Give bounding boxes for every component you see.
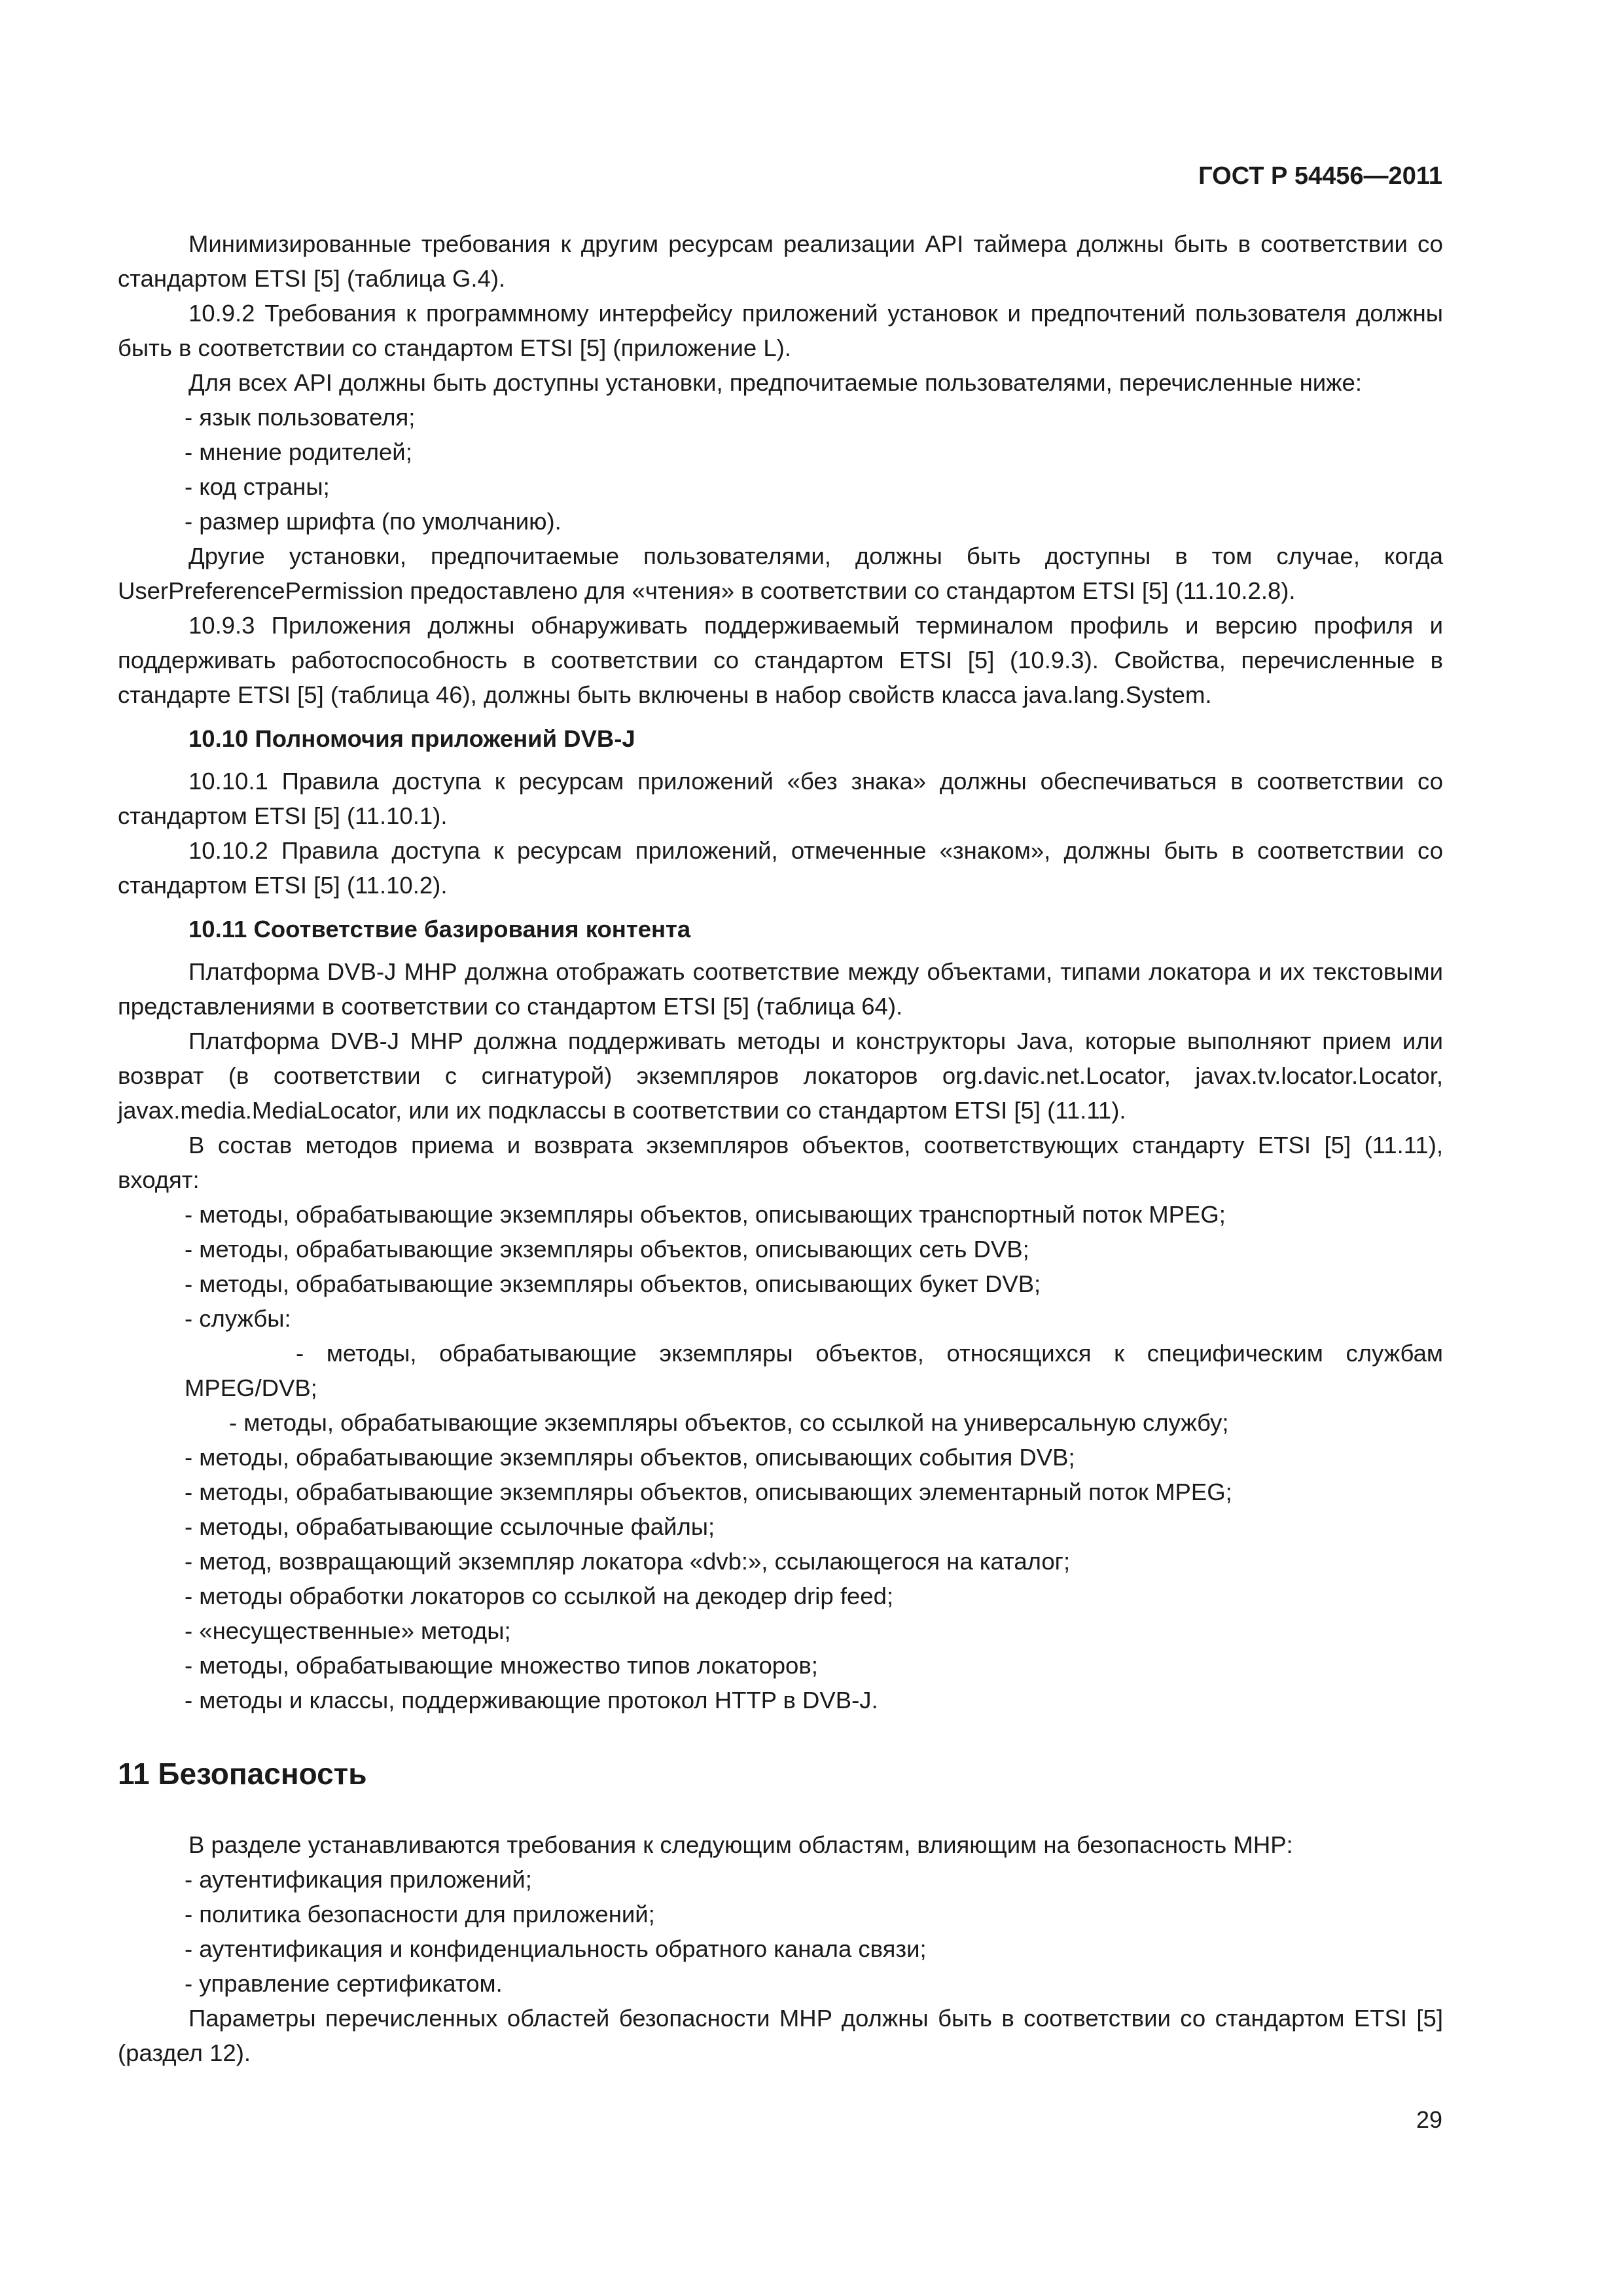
list-item: - методы обработки локаторов со ссылкой на декодер drip feed; [185, 1583, 894, 1609]
paragraph: В состав методов приема и возврата экземпляров объектов, соответствующих стандарту ETSI [5] (11.11), входят: [118, 1132, 1443, 1193]
paragraph: Платформа DVB-J MHP должна поддерживать методы и конструкторы Java, которые выполняют прием или возврат (в соответствии с сигнатурой) экземпляров локаторов org.davic.net.Locator, javax.tv.locator.Locator, javax.media.MediaLocator, или их подклассы в соответствии со стандартом ETSI [5] (11.11). [118, 1028, 1443, 1124]
list-item: - метод, возвращающий экземпляр локатора «dvb:», ссылающегося на каталог; [185, 1548, 1071, 1575]
list-item: - службы: [185, 1305, 291, 1332]
list-item: - методы и классы, поддерживающие протокол HTTP в DVB-J. [185, 1687, 878, 1713]
paragraph: Параметры перечисленных областей безопасности MHP должны быть в соответствии со стандартом ETSI [5] (раздел 12). [118, 2005, 1443, 2066]
list-item: - размер шрифта (по умолчанию). [185, 508, 562, 535]
list-item: - аутентификация и конфиденциальность обратного канала связи; [185, 1935, 927, 1962]
list-item: - методы, обрабатывающие ссылочные файлы; [185, 1513, 715, 1540]
list-item: - методы, обрабатывающие экземпляры объектов, описывающих сеть DVB; [185, 1236, 1029, 1263]
list-item: - мнение родителей; [185, 439, 412, 465]
standard-code-header: ГОСТ Р 54456—2011 [1198, 162, 1442, 190]
list-item: - политика безопасности для приложений; [185, 1901, 655, 1928]
list-item: - язык пользователя; [185, 404, 416, 431]
list-item: - управление сертификатом. [185, 1970, 503, 1997]
paragraph: Для всех API должны быть доступны установки, предпочитаемые пользователями, перечисленные ниже: [188, 369, 1362, 396]
nested-list-item: - методы, обрабатывающие экземпляры объектов, со ссылкой на универсальную службу; [229, 1409, 1229, 1436]
list-item: - «несущественные» методы; [185, 1617, 511, 1644]
list-item: - аутентификация приложений; [185, 1866, 532, 1893]
list-item: - код страны; [185, 473, 330, 500]
section-heading: 11 Безопасность [118, 1757, 367, 1791]
paragraph: Минимизированные требования к другим ресурсам реализации API таймера должны быть в соответствии со стандартом ETSI [5] (таблица G.4). [118, 230, 1443, 292]
subsection-heading: 10.11 Соответствие базирования контента [188, 916, 691, 942]
paragraph: Платформа DVB-J MHP должна отображать соответствие между объектами, типами локатора и их текстовыми представлениями в соответствии со стандартом ETSI [5] (таблица 64). [118, 958, 1443, 1020]
paragraph: 10.10.1 Правила доступа к ресурсам приложений «без знака» должны обеспечиваться в соответствии со стандартом ETSI [5] (11.10.1). [118, 768, 1443, 829]
list-item: - методы, обрабатывающие экземпляры объектов, описывающих букет DVB; [185, 1270, 1041, 1297]
list-item: - методы, обрабатывающие экземпляры объектов, описывающих события DVB; [185, 1444, 1075, 1471]
subsection-heading: 10.10 Полномочия приложений DVB-J [188, 725, 635, 752]
paragraph: В разделе устанавливаются требования к следующим областям, влияющим на безопасность MHP: [188, 1831, 1293, 1858]
page-number: 29 [1416, 2106, 1442, 2133]
paragraph: 10.9.2 Требования к программному интерфейсу приложений установок и предпочтений пользователя должны быть в соответствии со стандартом ETSI [5] (приложение L). [118, 300, 1443, 361]
paragraph: 10.10.2 Правила доступа к ресурсам приложений, отмеченные «знаком», должны быть в соответствии со стандартом ETSI [5] (11.10.2). [118, 837, 1443, 899]
nested-list-item: - методы, обрабатывающие экземпляры объектов, относящихся к специфическим службам MPEG/DVB; [185, 1340, 1443, 1401]
paragraph: Другие установки, предпочитаемые пользователями, должны быть доступны в том случае, когда UserPreferencePermission предоставлено для «чтения» в соответствии со стандартом ETSI [5] (11.10.2.8). [118, 543, 1443, 604]
page-content [118, 226, 1443, 2070]
list-item: - методы, обрабатывающие экземпляры объектов, описывающих транспортный поток MPEG; [185, 1201, 1226, 1228]
paragraph: 10.9.3 Приложения должны обнаруживать поддерживаемый терминалом профиль и версию профиля и поддерживать работоспособность в соответствии со стандартом ETSI [5] (10.9.3). Свойства, перечисленные в стандарте ETSI [5] (таблица 46), должны быть включены в набор свойств класса java.lang.System. [118, 612, 1443, 708]
list-item: - методы, обрабатывающие множество типов локаторов; [185, 1652, 818, 1679]
list-item: - методы, обрабатывающие экземпляры объектов, описывающих элементарный поток MPEG; [185, 1479, 1232, 1505]
